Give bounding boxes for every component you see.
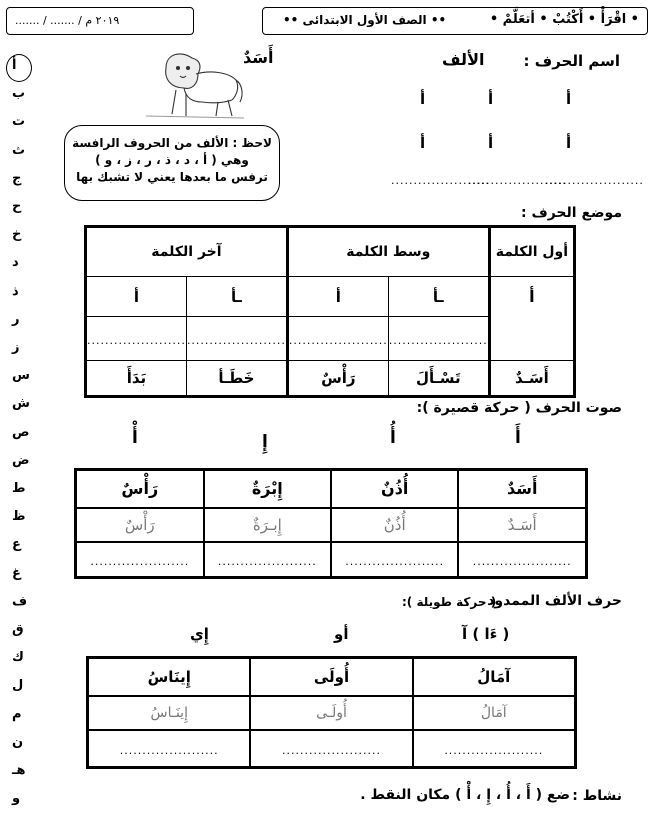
note-line-2: وهي ( أ ، د ، ذ ، ر ، ز ، و )	[95, 153, 249, 167]
alphabet-letter: ث	[12, 142, 26, 158]
alphabet-letter: ص	[12, 424, 30, 440]
short-vowel-trace-2: أُذُنٌ	[331, 508, 458, 542]
header-slogan: • اقْرَأْ • أَكْتُبْ • أتعَلَّمْ •	[489, 12, 639, 27]
position-word-2: تَسْـأَلَ	[388, 361, 489, 397]
letter-name-value: الألف	[442, 50, 485, 69]
long-vowel-table	[86, 656, 577, 769]
short-vowel-trace-3: إِبـرَةٌ	[204, 508, 331, 542]
alphabet-letter: ط	[12, 481, 26, 496]
lion-image	[136, 44, 246, 122]
blank-dots: ......................	[87, 334, 186, 347]
position-blank-3[interactable]	[186, 317, 287, 361]
short-vowel-trace-4: رَأْسٌ	[76, 508, 204, 542]
long-vowel-trace-2: أُولَـى	[250, 696, 412, 730]
practice-letter: أ	[420, 134, 426, 152]
practice-dots-1[interactable]: ......................	[545, 174, 644, 187]
alphabet-letter: ح	[12, 199, 22, 214]
alphabet-letter: ل	[12, 678, 24, 694]
position-title: موضع الحرف :	[520, 205, 622, 221]
alphabet-letter: ب	[12, 86, 26, 102]
long-vowel-trace-3: إِينَـاسُ	[88, 696, 251, 730]
alphabet-letter: أ	[12, 58, 17, 73]
letter-name-label: اسم الحرف :	[523, 52, 620, 70]
short-vowel-blank-3[interactable]	[204, 542, 331, 578]
position-word-1: أَسَـدٌ	[489, 361, 574, 397]
long-vowel-letter-1: ( ءَا ) آ	[462, 625, 510, 643]
long-vowel-letter-3: إِي	[190, 625, 209, 643]
long-vowel-trace-1: آمَالُ	[413, 696, 576, 730]
long-vowel-blank-1[interactable]	[413, 730, 576, 768]
short-vowel-letter-4: أْ	[132, 428, 138, 448]
alphabet-letter: خ	[12, 227, 22, 243]
alphabet-letter: م	[12, 706, 22, 722]
alphabet-letter: ن	[12, 734, 24, 750]
alphabet-letter: ف	[12, 593, 28, 609]
note-line-3: ترفس ما بعدها يعني لا تشبك بها	[76, 170, 268, 184]
position-word-5: بَدَأَ	[86, 361, 187, 397]
alphabet-sidebar	[2, 48, 38, 828]
alphabet-letter: ذ	[12, 283, 19, 299]
position-header-first: أول الكلمة	[489, 227, 574, 277]
position-header-last: آخر الكلمة	[86, 227, 288, 277]
alphabet-letter: ت	[12, 114, 26, 130]
practice-dots-3[interactable]: ......................	[391, 174, 490, 187]
note-line-1: لاحظ : الألف من الحروف الرافسة	[72, 136, 272, 150]
alphabet-letter: ك	[12, 650, 24, 666]
long-vowel-word-3: إِينَاسُ	[88, 658, 251, 696]
date-field: ....... / ....... / ٢٠١٩ م	[15, 14, 120, 27]
example-word: أَسَدٌ	[243, 48, 274, 67]
short-vowel-word-3: إِبْرَةٌ	[204, 470, 331, 508]
activity-label: نشاط :	[572, 788, 622, 804]
position-form-middle-1: ـأ	[388, 277, 489, 317]
blank-dots: ......................	[472, 554, 572, 568]
blank-dots: ......................	[282, 743, 381, 757]
short-vowel-letter-1: أَ	[515, 428, 521, 448]
blank-dots: ......................	[119, 743, 219, 757]
blank-dots: ......................	[90, 554, 190, 568]
alphabet-letter: ر	[12, 311, 20, 327]
practice-dots-2[interactable]: ......................	[468, 174, 567, 187]
long-vowel-blank-3[interactable]	[88, 730, 251, 768]
blank-dots: ......................	[444, 743, 544, 757]
practice-letter: أ	[420, 90, 426, 108]
position-table	[84, 225, 576, 398]
short-vowel-word-4: رَأْسٌ	[76, 470, 204, 508]
alphabet-letter: هـ	[12, 763, 26, 778]
short-vowel-blank-2[interactable]	[331, 542, 458, 578]
position-form-middle-2: أ	[287, 277, 388, 317]
alphabet-letter: ش	[12, 396, 30, 412]
long-vowel-title: حرف الألف الممدود	[487, 593, 622, 609]
long-vowel-word-2: أُولَى	[250, 658, 412, 696]
alphabet-letter: و	[12, 791, 21, 807]
short-vowel-blank-4[interactable]	[76, 542, 204, 578]
long-vowel-word-1: آمَالُ	[413, 658, 576, 696]
position-form-last-2: أ	[86, 277, 187, 317]
position-form-last-1: ـأ	[186, 277, 287, 317]
long-vowel-blank-2[interactable]	[250, 730, 412, 768]
alphabet-letter: د	[12, 255, 19, 271]
alphabet-letter: ظ	[12, 509, 26, 525]
alphabet-letter: غ	[12, 565, 21, 581]
short-vowel-blank-1[interactable]	[458, 542, 586, 578]
long-vowel-subtitle: ( حركة طويلة ):	[402, 595, 497, 609]
position-blank-4[interactable]	[86, 317, 187, 361]
alphabet-letter: ز	[12, 340, 20, 355]
practice-letter: أ	[488, 90, 494, 108]
blank-dots: ......................	[388, 334, 488, 347]
practice-letter: أ	[488, 134, 494, 152]
activity-text: ضع ( أَ ، أُ ، إِ ، أْ ) مكان النقط .	[360, 787, 570, 803]
date-box	[6, 7, 194, 35]
alphabet-letter: ق	[12, 622, 24, 637]
blank-dots: ......................	[288, 334, 388, 347]
short-vowel-table	[74, 468, 588, 579]
position-blank-2[interactable]	[287, 317, 388, 361]
alphabet-highlight	[6, 54, 32, 82]
long-vowel-letter-2: أو	[334, 625, 349, 643]
position-word-3: رَأْسٌ	[287, 361, 388, 397]
alphabet-letter: ض	[12, 452, 30, 468]
position-form-first: أ	[489, 277, 574, 361]
blank-dots: ......................	[186, 334, 286, 347]
position-word-4: خَطَـأ	[186, 361, 287, 397]
short-vowel-letter-2: أُ	[390, 428, 396, 448]
note-box	[64, 125, 280, 201]
alphabet-letter: س	[12, 368, 30, 384]
practice-letter: أ	[566, 134, 572, 152]
alphabet-letter: ج	[12, 170, 22, 186]
position-blank-1[interactable]	[388, 317, 489, 361]
position-header-middle: وسط الكلمة	[287, 227, 489, 277]
blank-dots: ......................	[217, 554, 317, 568]
short-vowel-word-2: أُذُنٌ	[331, 470, 458, 508]
header-grade: •• الصف الأول الابتدائى ••	[283, 13, 447, 27]
blank-dots: ......................	[345, 554, 445, 568]
short-vowel-trace-1: أَسَـدٌ	[458, 508, 586, 542]
header-box	[262, 7, 648, 35]
short-vowel-word-1: أَسَدٌ	[458, 470, 586, 508]
alphabet-letter: ع	[12, 537, 21, 553]
short-vowel-letter-3: إِ	[262, 432, 268, 452]
practice-letter: أ	[566, 90, 572, 108]
short-vowel-title: صوت الحرف ( حركة قصيرة ):	[416, 400, 622, 416]
